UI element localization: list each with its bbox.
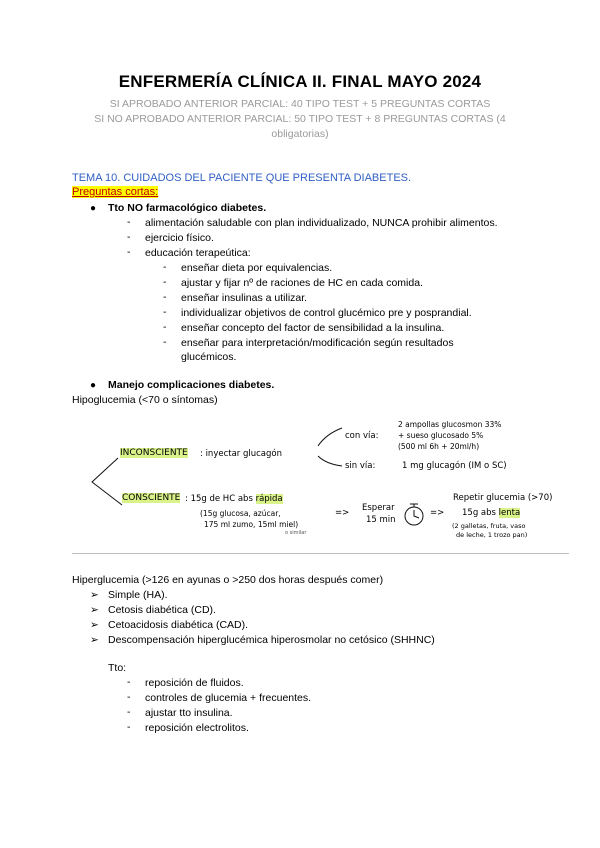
arrow-1: => [335,508,350,518]
bullet-icon: ● [90,380,97,391]
consciente-hc: : 15g de HC abs [185,494,253,504]
divider [72,553,569,554]
repetir-15g: 15g abs [462,508,496,518]
con-via-line-3: (500 ml 6h + 20ml/h) [398,442,480,451]
subtitle-line-2: SI NO APROBADO ANTERIOR PARCIAL: 50 TIPO TEST + 8 PREGUNTAS CORTAS (4 [94,113,506,125]
lenta-highlight: lenta [498,508,521,518]
manejo-heading: Manejo complicaciones diabetes. [108,379,275,391]
sin-via-value: 1 mg glucagón (IM o SC) [402,461,507,471]
list-item: enseñar para interpretación/modificación según resultados [181,337,454,349]
list-item: reposición electrolitos. [145,722,249,734]
list-item: educación terapeútica: [145,247,251,259]
arrow-bullet-icon: ➢ [90,604,99,616]
list-item: enseñar dieta por equivalencias. [181,262,333,274]
dash-icon: - [127,691,131,703]
repetir-line-3: de leche, 1 trozo pan) [456,531,528,539]
preguntas-cortas-label: Preguntas cortas: [72,186,159,198]
dash-icon: - [163,306,167,318]
consciente-line-2: (15g glucosa, azúcar, [200,509,281,518]
consciente-label: CONSCIENTE [122,493,181,503]
hiperglucemia-heading: Hiperglucemia (>126 en ayunas o >250 dos horas después comer) [72,574,384,586]
dash-icon: - [163,261,167,273]
list-item-continuation: glucémicos. [181,351,237,363]
list-item: Cetosis diabética (CD). [108,604,216,616]
list-item: ajustar tto insulina. [145,707,233,719]
section-heading-tema-10: TEMA 10. CUIDADOS DEL PACIENTE QUE PRESENTA DIABETES. [72,172,412,184]
list-item: alimentación saludable con plan individualizado, NUNCA prohibir alimentos. [145,217,498,229]
dash-icon: - [127,676,131,688]
dash-icon: - [163,276,167,288]
list-item: controles de glucemia + frecuentes. [145,692,312,704]
repetir-glucemia: Repetir glucemia (>70) [453,493,553,503]
list-item: Descompensación hiperglucémica hiperosmolar no cetósico (SHHNC) [108,634,435,646]
dash-icon: - [127,231,131,243]
hipoglucemia-heading: Hipoglucemia (<70 o síntomas) [72,394,218,406]
bullet-icon: ● [90,203,97,214]
tto-no-farm-heading: Tto NO farmacológico diabetes. [108,202,267,214]
tto-label: Tto: [108,662,127,674]
dash-icon: - [127,706,131,718]
dash-icon: - [163,291,167,303]
consciente-line-1 [185,494,283,504]
subtitle-line-3: obligatorias) [271,128,329,140]
list-item: reposición de fluidos. [145,677,244,689]
arrow-bullet-icon: ➢ [90,619,99,631]
repetir-line-1 [462,508,520,518]
dash-icon: - [127,216,131,228]
page-title: ENFERMERÍA CLÍNICA II. FINAL MAYO 2024 [118,72,482,91]
sin-via-branch [318,456,342,466]
list-item: enseñar insulinas a utilizar. [181,292,308,304]
repetir-line-2: (2 galletas, fruta, vaso [452,522,526,530]
arrow-bullet-icon: ➢ [90,634,99,646]
list-item: enseñar concepto del factor de sensibilidad a la insulina. [181,322,445,334]
rapida-highlight: rápida [255,494,283,504]
dash-icon: - [127,246,131,258]
arrow-bullet-icon: ➢ [90,589,99,601]
consciente-tiny-note: o similar [285,530,307,536]
list-item: ajustar y fijar nº de raciones de HC en cada comida. [181,277,423,289]
list-item: Simple (HA). [108,589,168,601]
branch-lines [92,458,122,505]
esperar-minutes: 15 min [366,515,396,525]
inconsciente-label: INCONSCIENTE [120,448,188,458]
con-via-label: con vía: [345,431,379,441]
dash-icon: - [163,336,167,348]
inyectar-glucagon-text: : inyectar glucagón [200,449,282,459]
con-via-branch [318,428,342,446]
consciente-line-3: 175 ml zumo, 15ml miel) [204,520,299,529]
con-via-line-1: 2 ampollas glucosmon 33% [398,420,502,429]
arrow-2: => [430,508,445,518]
sin-via-label: sin vía: [345,461,376,471]
list-item: ejercicio físico. [145,232,214,244]
esperar-label: Esperar [362,503,395,513]
list-item: Cetoacidosis diabética (CAD). [108,619,249,631]
subtitle-line-1: SI APROBADO ANTERIOR PARCIAL: 40 TIPO TEST + 5 PREGUNTAS CORTAS [109,98,491,110]
con-via-line-2: + sueso glucosado 5% [398,431,484,440]
dash-icon: - [127,721,131,733]
list-item: individualizar objetivos de control glucémico pre y posprandial. [181,307,472,319]
dash-icon: - [163,321,167,333]
